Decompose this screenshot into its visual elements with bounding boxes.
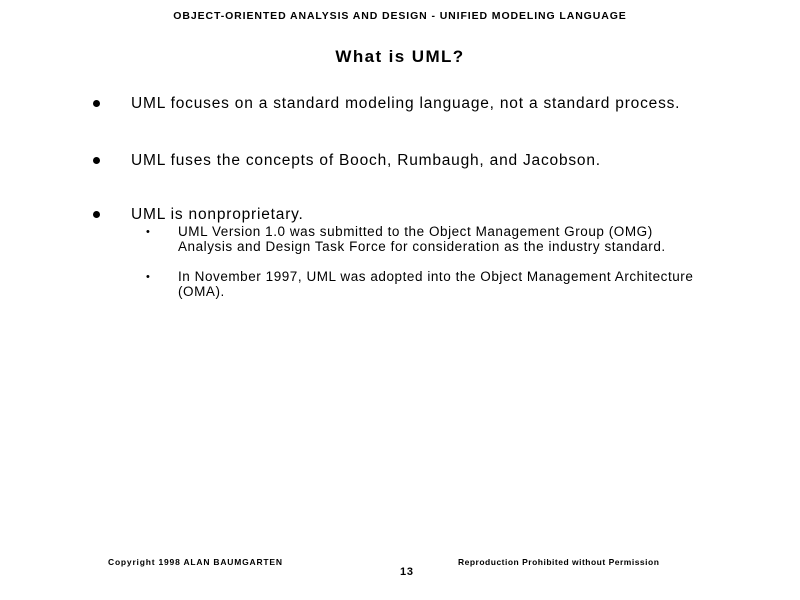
header-title: OBJECT-ORIENTED ANALYSIS AND DESIGN - UNIFIED MODELING LANGUAGE [173,10,627,22]
slide-title: What is UML? [335,47,465,66]
bullet-text: UML focuses on a standard modeling language, not a standard process. [131,95,681,112]
bullet-dot-icon [93,157,100,164]
bullet-dot-icon [93,211,100,218]
sub-bullet-text: In November 1997, UML was adopted into the Object Management Architecture (OMA). [178,269,694,299]
sub-bullet-dot-icon: • [146,271,150,283]
footer-reproduction-notice: Reproduction Prohibited without Permission [458,557,660,567]
footer-copyright: Copyright 1998 ALAN BAUMGARTEN [108,557,283,567]
bullet-text: UML fuses the concepts of Booch, Rumbaugh, and Jacobson. [131,152,601,169]
bullet-text: UML is nonproprietary. [131,206,304,223]
sub-bullet-dot-icon: • [146,226,150,238]
footer-page-number: 13 [400,566,414,578]
sub-bullet-text: UML Version 1.0 was submitted to the Object Management Group (OMG) Analysis and Design Task Force for consideration as the industry standard. [178,224,666,254]
bullet-dot-icon [93,100,100,107]
